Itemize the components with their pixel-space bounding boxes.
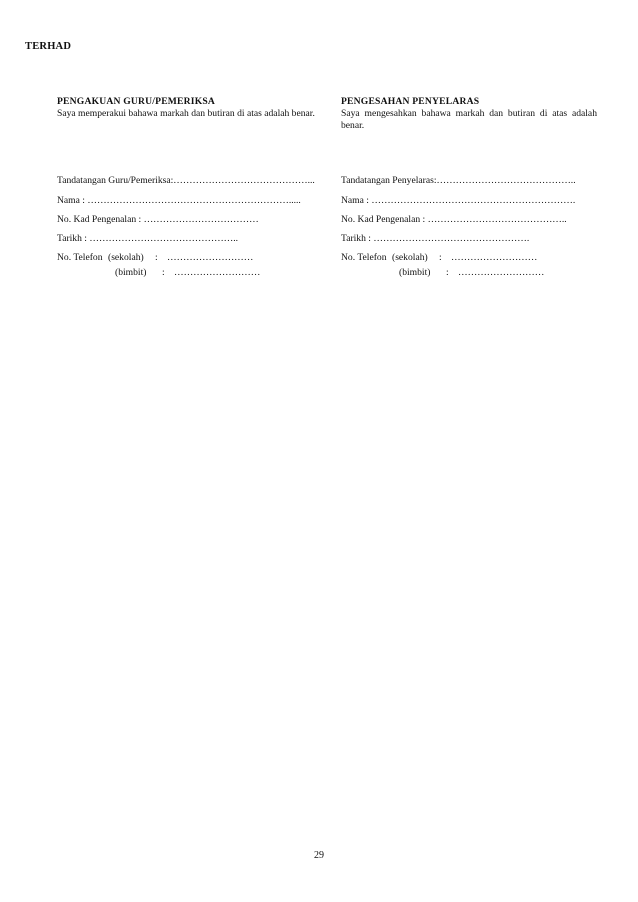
date-field: Tarikh : ………………………………………….	[341, 233, 530, 244]
ic-number-field: No. Kad Pengenalan : ………………………………	[57, 214, 259, 225]
phone-mobile-colon: :	[162, 267, 165, 278]
section-statement: Saya memperakui bahawa markah dan butiran di atas adalah benar.	[57, 108, 315, 119]
phone-school-field	[341, 252, 537, 264]
phone-school-colon: :	[155, 252, 158, 263]
signature-field: Tandatangan Guru/Pemeriksa:……………………………………...	[57, 175, 315, 186]
phone-mobile-field	[341, 267, 544, 279]
phone-mobile-dots: ………………………	[174, 267, 261, 278]
phone-school-type: (sekolah)	[108, 252, 144, 263]
ic-number-field: No. Kad Pengenalan : ……………………………………..	[341, 214, 567, 225]
phone-mobile-field	[57, 267, 260, 279]
section-statement: Saya mengesahkan bahawa markah dan butiran di atas adalah benar.	[341, 108, 597, 131]
phone-label: No. Telefon	[57, 252, 103, 263]
date-field: Tarikh : ………………………………………..	[57, 233, 239, 244]
teacher-acknowledgement-section	[57, 96, 330, 278]
phone-school-dots: ………………………	[451, 252, 538, 263]
signature-field: Tandatangan Penyelaras:……………………………………..	[341, 175, 576, 186]
phone-mobile-dots: ………………………	[458, 267, 545, 278]
coordinator-verification-section	[341, 96, 597, 278]
phone-mobile-type: (bimbit)	[399, 267, 431, 278]
phone-school-dots: ………………………	[167, 252, 254, 263]
name-field: Nama : ……………………………………………………….	[341, 195, 576, 206]
name-field: Nama : ……………………………………………………….....	[57, 195, 301, 206]
section-title: PENGAKUAN GURU/PEMERIKSA	[57, 96, 216, 107]
phone-school-type: (sekolah)	[392, 252, 428, 263]
phone-mobile-type: (bimbit)	[115, 267, 147, 278]
phone-label: No. Telefon	[341, 252, 387, 263]
phone-school-field	[57, 252, 253, 264]
page-number: 29	[314, 850, 324, 861]
section-title: PENGESAHAN PENYELARAS	[341, 96, 480, 107]
phone-school-colon: :	[439, 252, 442, 263]
phone-mobile-colon: :	[446, 267, 449, 278]
classification-label: TERHAD	[25, 41, 72, 52]
